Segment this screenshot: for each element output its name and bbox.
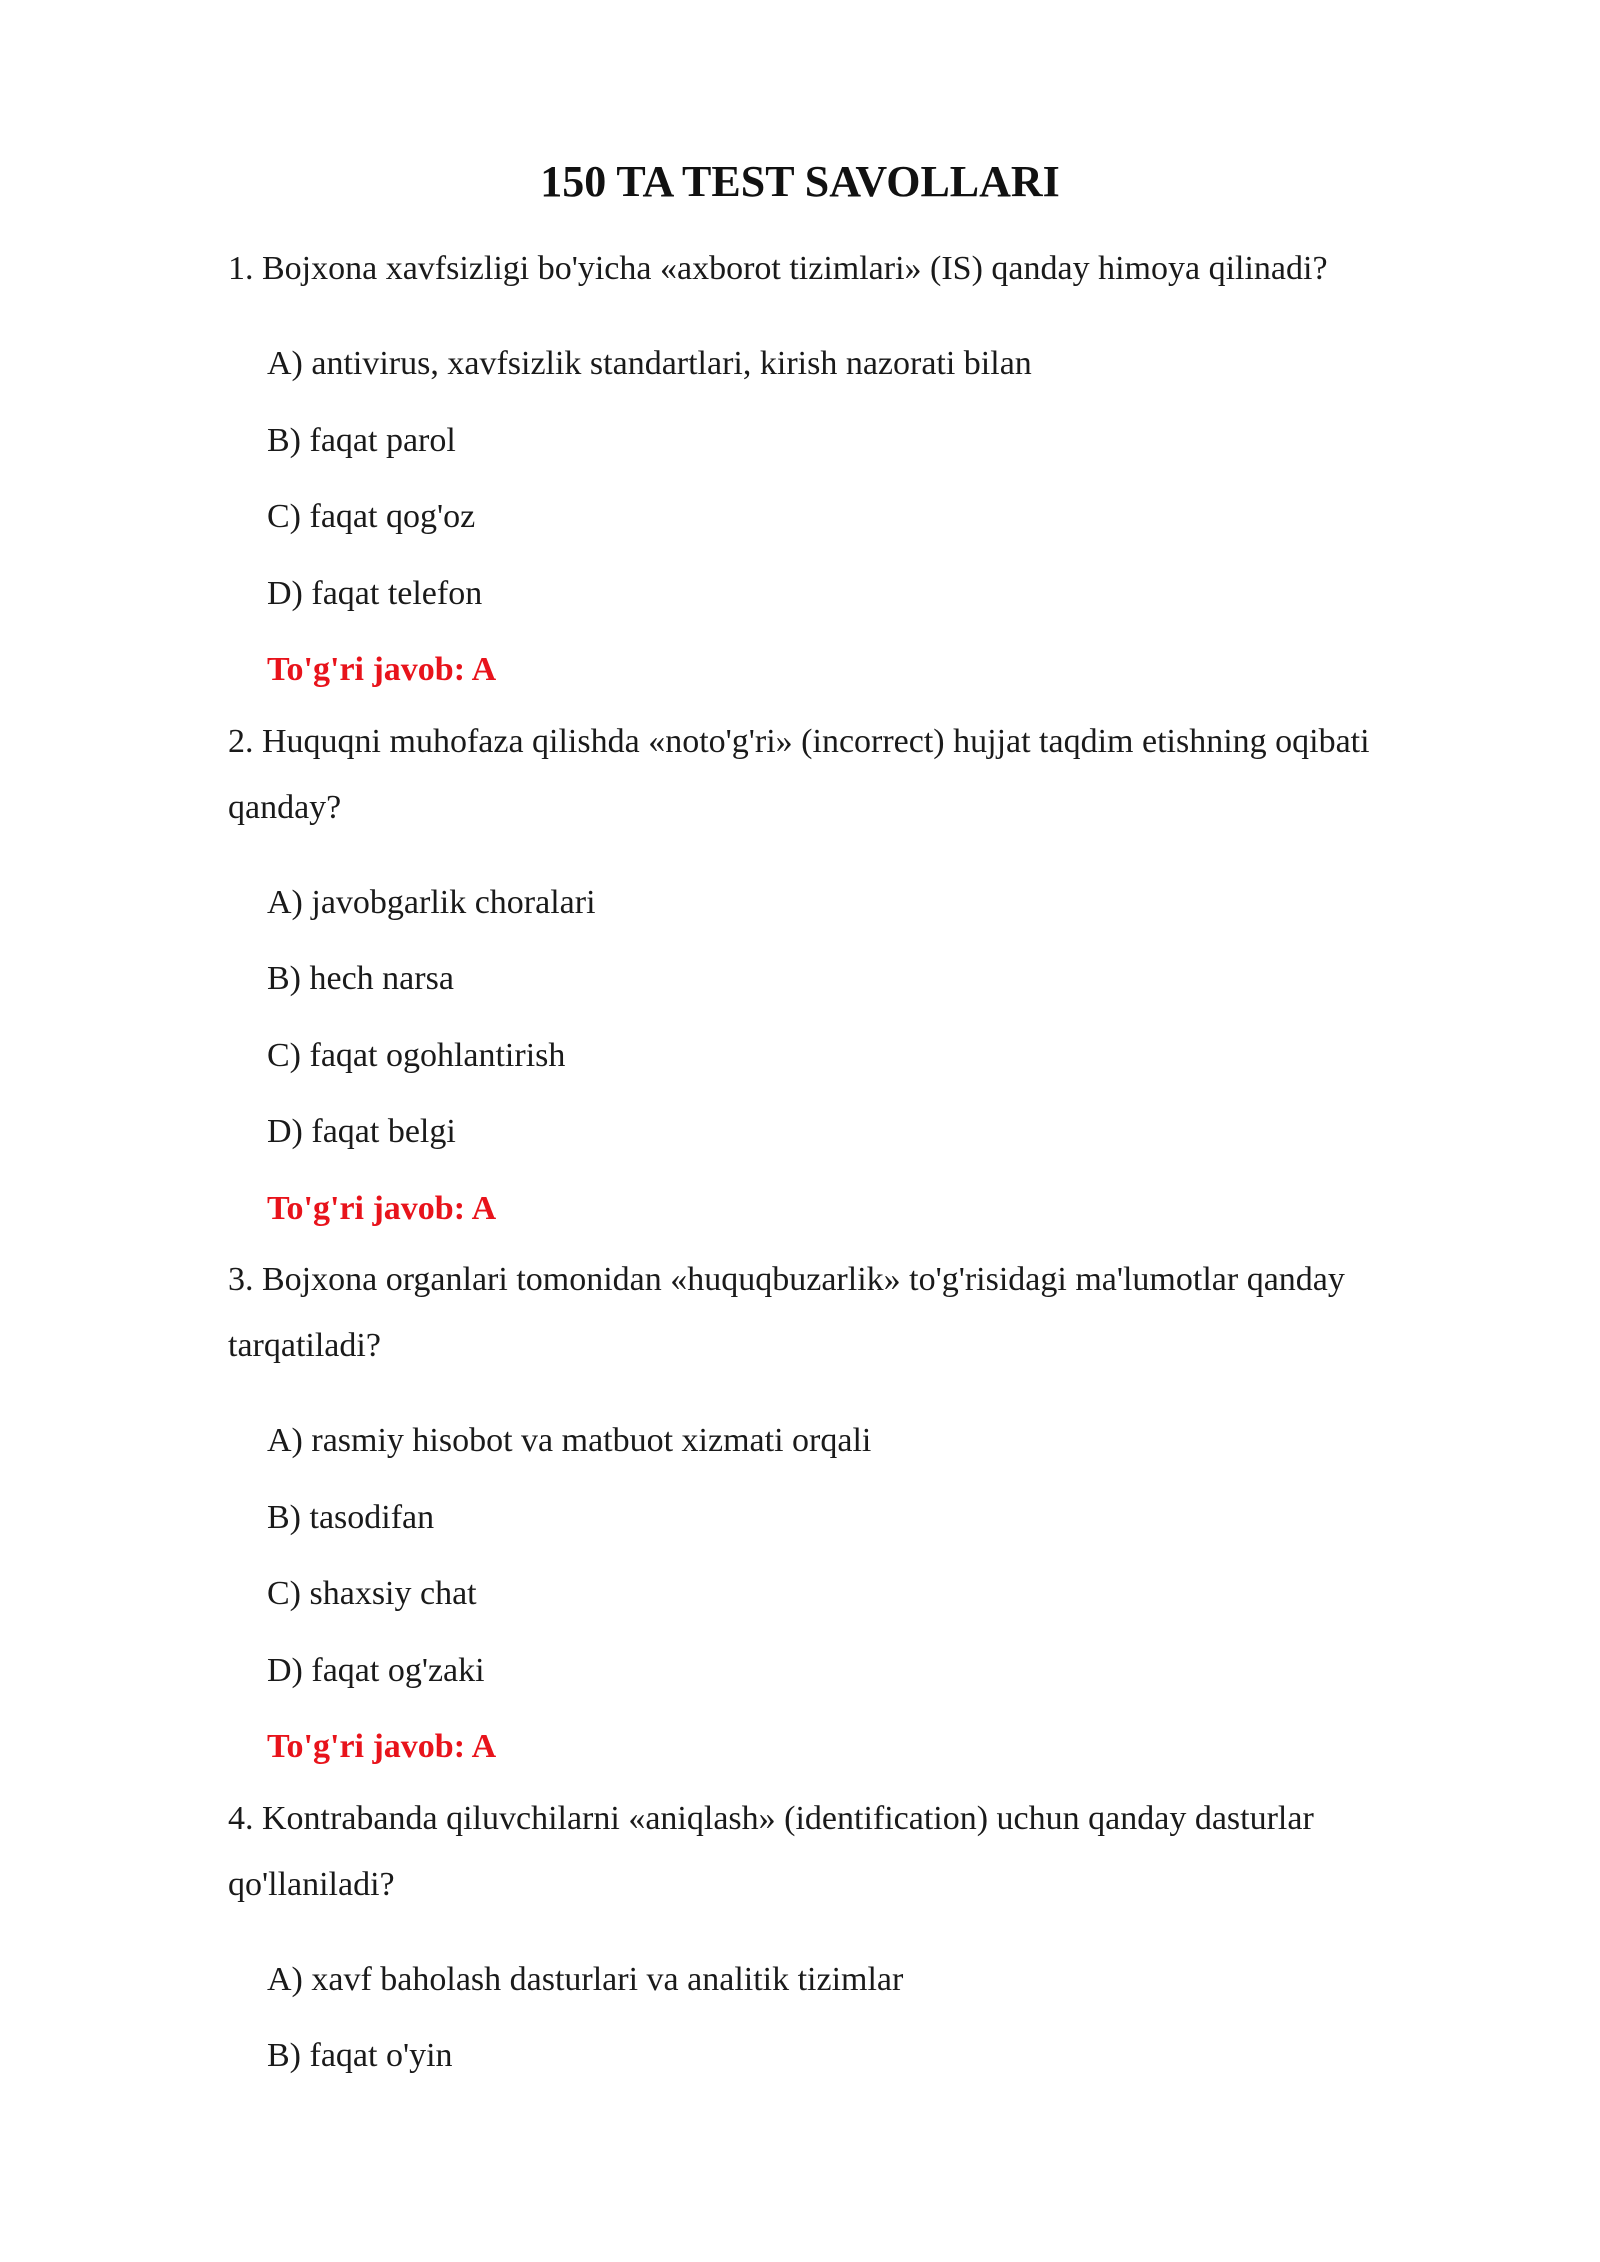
option-c: C) faqat qog'oz bbox=[267, 498, 476, 535]
question-block-3 bbox=[228, 1247, 1478, 1786]
question-text: 1. Bojxona xavfsizligi bo'yicha «axborot tizimlari» (IS) qanday himoya qilinadi? bbox=[228, 250, 1328, 287]
question-text: 3. Bojxona organlari tomonidan «huquqbuzarlik» to'g'risidagi ma'lumotlar qanday tarqatiladi? bbox=[228, 1261, 1345, 1364]
option-b: B) faqat o'yin bbox=[267, 2037, 453, 2074]
option-b: B) faqat parol bbox=[267, 421, 456, 459]
option-a: A) rasmiy hisobot va matbuot xizmati orqali bbox=[267, 1422, 872, 1459]
page-title: 150 TA TEST SAVOLLARI bbox=[540, 157, 1060, 206]
option-d: D) faqat telefon bbox=[267, 574, 483, 612]
option-list bbox=[228, 841, 1478, 1248]
option-a: A) xavf baholash dasturlari va analitik tizimlar bbox=[267, 1960, 904, 1998]
option-a: A) javobgarlik choralari bbox=[267, 883, 596, 921]
question-block-2 bbox=[228, 709, 1478, 1248]
question-text: 2. Huquqni muhofaza qilishda «noto'g'ri» (incorrect) hujjat taqdim etishning oqibati qanday? bbox=[228, 722, 1370, 826]
option-b: B) tasodifan bbox=[267, 1498, 435, 1536]
question-block-1 bbox=[228, 236, 1478, 709]
question-text: 4. Kontrabanda qiluvchilarni «aniqlash» (identification) uchun qanday dasturlar qo'llaniladi? bbox=[228, 1799, 1314, 1903]
correct-answer: To'g'ri javob: A bbox=[267, 651, 497, 688]
option-list bbox=[228, 302, 1478, 709]
question-list bbox=[228, 236, 1478, 2095]
option-a: A) antivirus, xavfsizlik standartlari, kirish nazorati bilan bbox=[267, 345, 1032, 382]
correct-answer: To'g'ri javob: A bbox=[267, 1189, 497, 1227]
option-c: C) shaxsiy chat bbox=[267, 1575, 477, 1612]
question-block-4 bbox=[228, 1786, 1478, 2095]
correct-answer: To'g'ri javob: A bbox=[267, 1728, 497, 1765]
option-c: C) faqat ogohlantirish bbox=[267, 1036, 566, 1074]
option-list bbox=[228, 1918, 1478, 2095]
option-d: D) faqat belgi bbox=[267, 1113, 456, 1150]
option-b: B) hech narsa bbox=[267, 960, 454, 997]
option-list bbox=[228, 1379, 1478, 1786]
option-d: D) faqat og'zaki bbox=[267, 1651, 485, 1689]
